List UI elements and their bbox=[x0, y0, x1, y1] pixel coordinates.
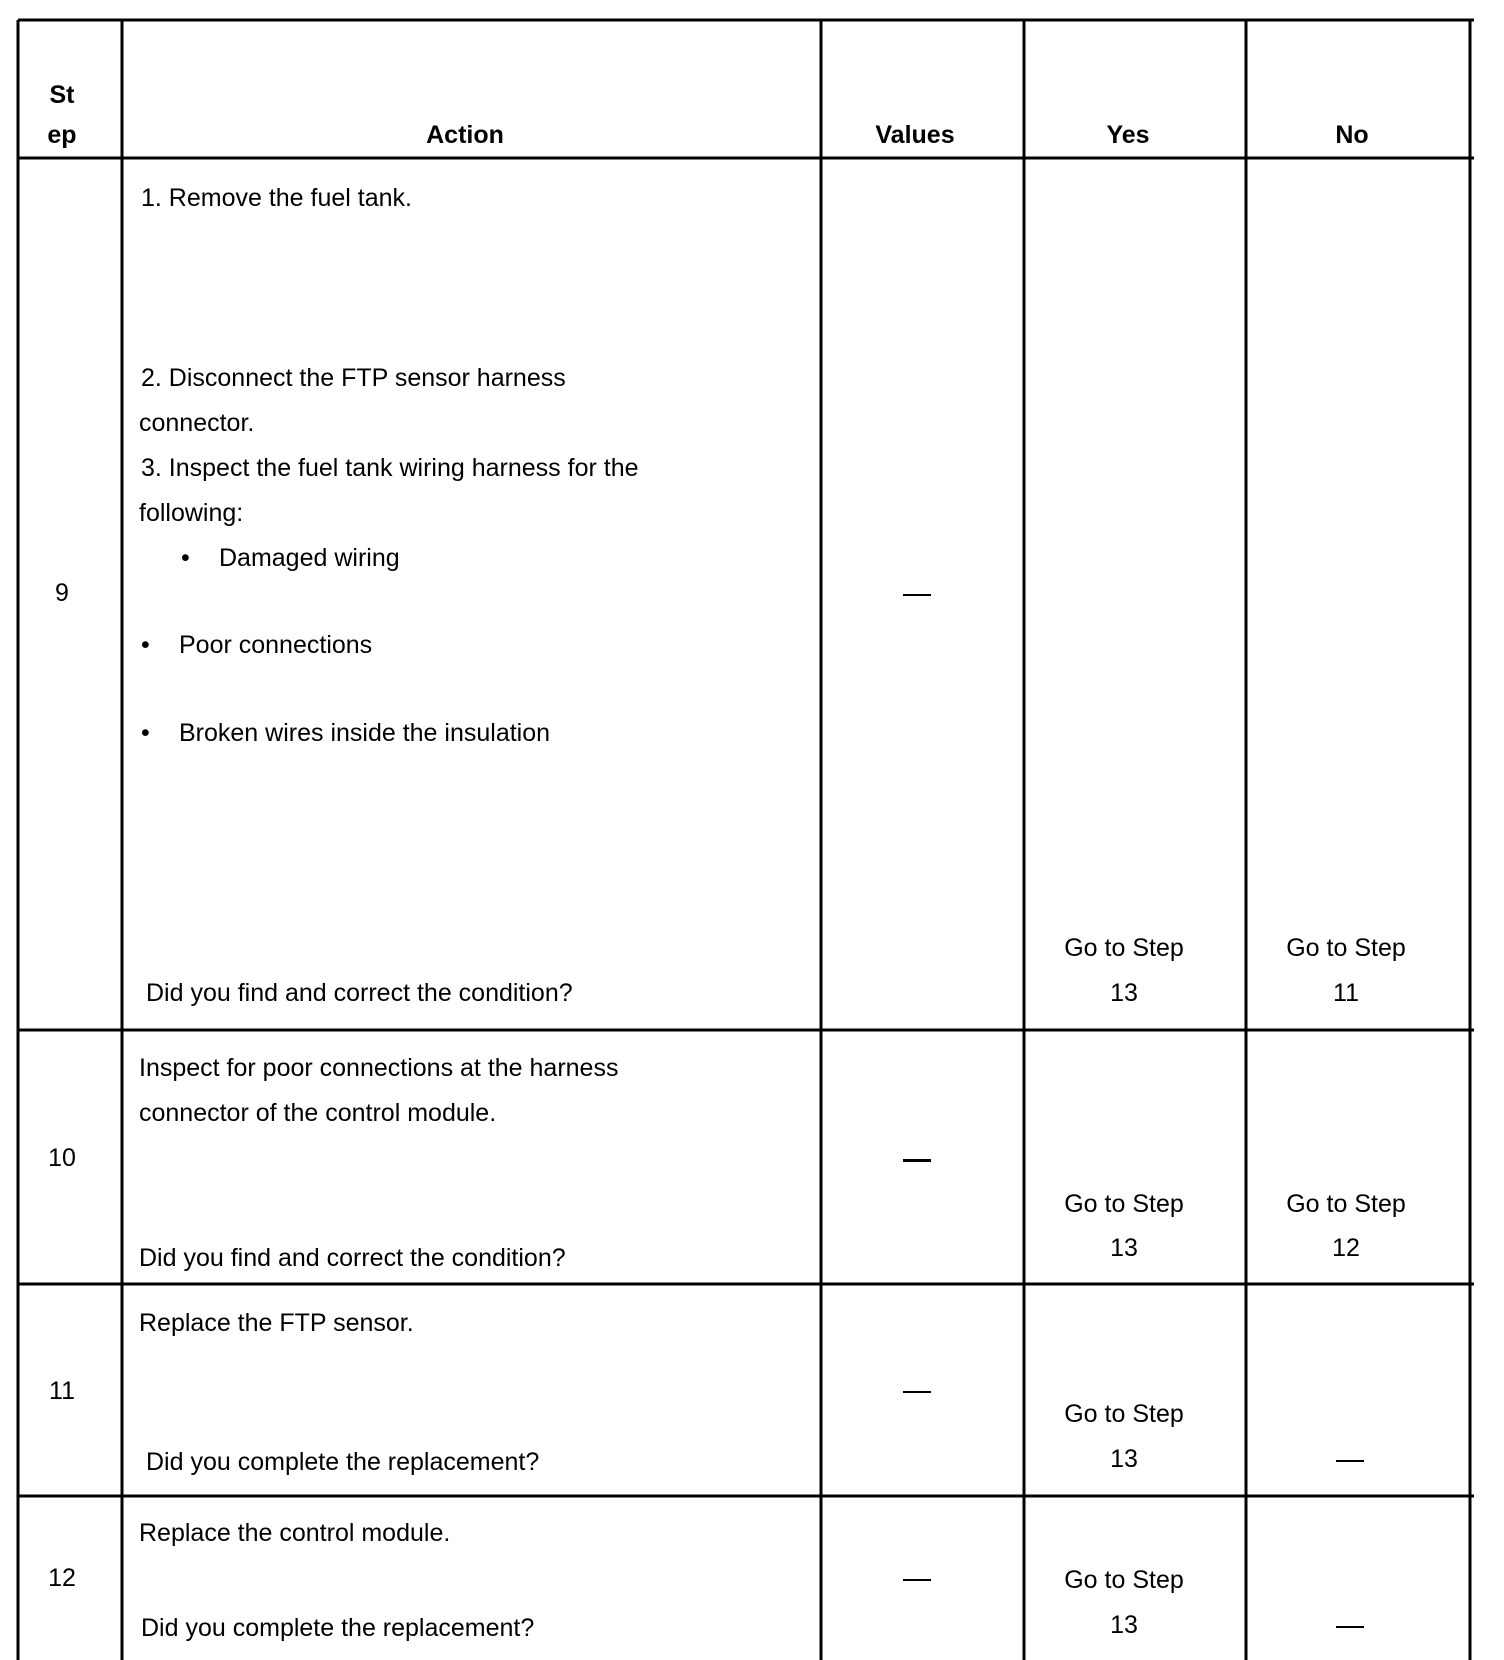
row-9-item-3-line1: 3. Inspect the fuel tank wiring harness for the bbox=[141, 454, 639, 482]
header-yes: Yes bbox=[1106, 121, 1150, 149]
row-11-step: 11 bbox=[49, 1377, 75, 1405]
header-no: No bbox=[1335, 121, 1369, 149]
row-10-yes-line1: Go to Step bbox=[1064, 1190, 1184, 1218]
row-12-action-line1: Replace the control module. bbox=[139, 1519, 451, 1547]
row-10-yes-line2: 13 bbox=[1110, 1234, 1138, 1262]
row-9-yes-line2: 13 bbox=[1110, 979, 1138, 1007]
row-9-yes-line1: Go to Step bbox=[1064, 934, 1184, 962]
row-9-bullet-2: Poor connections bbox=[179, 631, 373, 659]
row-10-question: Did you find and correct the condition? bbox=[139, 1244, 566, 1272]
row-9-item-2-line2: connector. bbox=[139, 409, 255, 437]
row-12-yes-line2: 13 bbox=[1110, 1611, 1138, 1639]
row-12-step: 12 bbox=[48, 1564, 76, 1592]
row-9-bullet-2-glyph: • bbox=[141, 631, 150, 659]
row-9-step: 9 bbox=[55, 579, 69, 607]
row-11-action-line1: Replace the FTP sensor. bbox=[139, 1309, 414, 1337]
row-9-item-1: 1. Remove the fuel tank. bbox=[141, 184, 412, 212]
row-9-question: Did you find and correct the condition? bbox=[146, 979, 573, 1007]
row-9-no-line1: Go to Step bbox=[1286, 934, 1406, 962]
header-step-line1: St bbox=[49, 81, 75, 109]
row-9-bullet-1: Damaged wiring bbox=[219, 544, 400, 572]
row-12-values bbox=[903, 1579, 931, 1581]
row-12-yes-line1: Go to Step bbox=[1064, 1566, 1184, 1594]
row-10-action-line2: connector of the control module. bbox=[139, 1099, 497, 1127]
row-9-values bbox=[903, 594, 931, 596]
row-10-step: 10 bbox=[48, 1144, 76, 1172]
row-10-action-line1: Inspect for poor connections at the harness bbox=[139, 1054, 619, 1082]
row-11-question: Did you complete the replacement? bbox=[146, 1448, 540, 1476]
row-9-bullet-3-glyph: • bbox=[141, 719, 150, 747]
row-9-bullet-3: Broken wires inside the insulation bbox=[179, 719, 551, 747]
row-12-question: Did you complete the replacement? bbox=[141, 1614, 535, 1642]
header-action: Action bbox=[426, 121, 504, 149]
row-11-values bbox=[903, 1391, 931, 1393]
row-9-bullet-1-glyph: • bbox=[181, 544, 190, 572]
row-9-item-3-line2: following: bbox=[139, 499, 244, 527]
header-step-line2: ep bbox=[47, 121, 77, 149]
row-10-values bbox=[903, 1159, 931, 1162]
row-11-yes-line2: 13 bbox=[1110, 1445, 1138, 1473]
row-9-item-2-line1: 2. Disconnect the FTP sensor harness bbox=[141, 364, 566, 392]
row-11-yes-line1: Go to Step bbox=[1064, 1400, 1184, 1428]
row-9-no-line2: 11 bbox=[1333, 979, 1359, 1007]
header-values: Values bbox=[875, 121, 955, 149]
row-10-no-line2: 12 bbox=[1332, 1234, 1360, 1262]
row-11-no bbox=[1336, 1460, 1364, 1462]
row-10-no-line1: Go to Step bbox=[1286, 1190, 1406, 1218]
row-12-no bbox=[1336, 1626, 1364, 1628]
